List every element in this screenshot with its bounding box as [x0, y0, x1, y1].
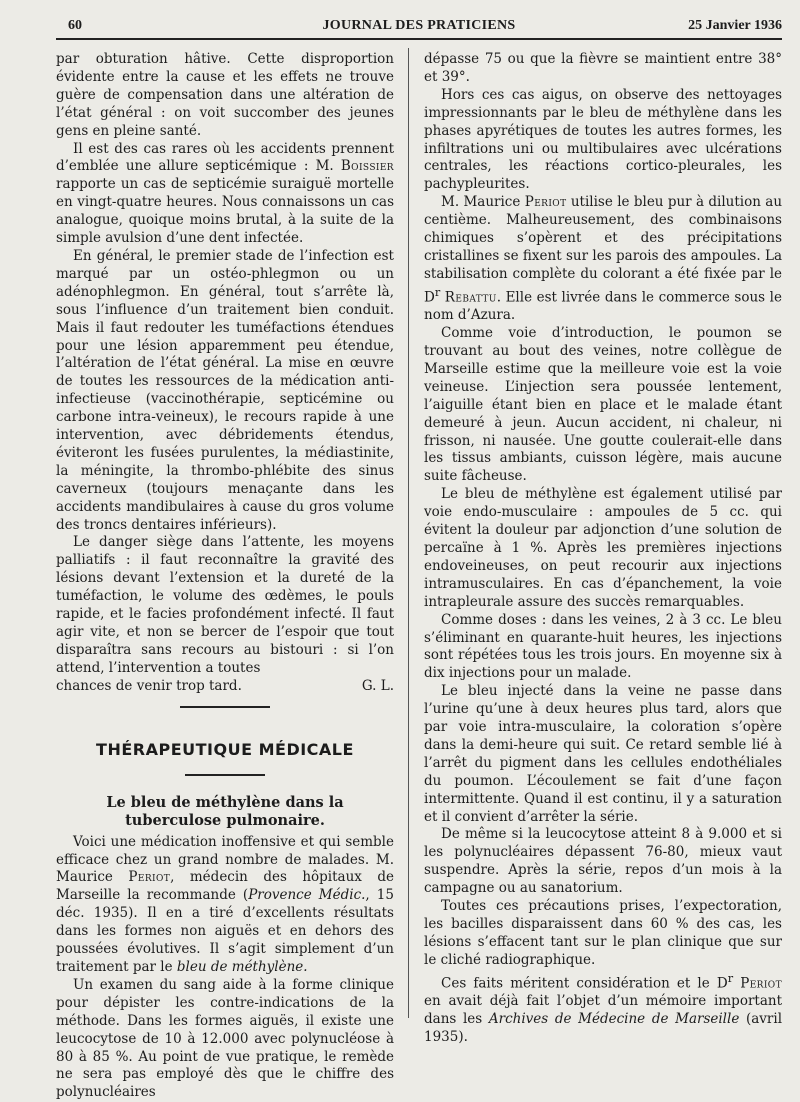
- source-title: Archives de Médecine de Marseille: [488, 1011, 740, 1028]
- signature: G. L.: [361, 677, 394, 694]
- separator-rule: [185, 774, 265, 776]
- separator-rule: [180, 706, 270, 708]
- source-title: Provence Médic.: [248, 887, 366, 904]
- header-rule: [56, 38, 782, 40]
- left-column: [56, 51, 394, 1102]
- section-heading: THÉRAPEUTIQUE MÉDICALE: [96, 739, 354, 759]
- right-column: [424, 51, 782, 1047]
- paragraph: Voici une médication inoffensive et qui semble efficace chez un grand nombre de malades. M. Maurice Periot, médecin des hôpitaux de Marseille la recommande (Provence Médic., 15 déc. 1935). Il en a tiré d’excellents résultats dans les formes non aiguës et en dehors des poussées évolutives. Il s’agit simplement d’un traitement par le bleu de méthylène.: [56, 833, 394, 975]
- paragraph: Le bleu de méthylène est également utilisé par voie endo-musculaire : ampoules de 5 cc. qui évitent la douleur par adjonction d’une solution de percaïne à 1 %. Après les premières injections endoveineuses, on peut recourir aux injections intramusculaires. En cas d’épanchement, la voie intrapleurale assure des succès remarquables.: [424, 486, 782, 610]
- author-name: Periot: [740, 975, 782, 992]
- column-divider: [408, 48, 409, 1018]
- paragraph: De même si la leucocytose atteint 8 à 9.000 et si les polynucléaires dépassent 76-80, mieux vaut suspendre. Après la série, repos d’un mois à la campagne ou au sanatorium.: [424, 826, 782, 897]
- paragraph: Un examen du sang aide à la forme clinique pour dépister les contre-indications de la méthode. Dans les formes aiguës, il existe une leucocytose de 10 à 12.000 avec polynucléose à 80 à 85 %. Au point de vue pratique, le remède ne sera pas employé dès que le chiffre des polynucléaires: [56, 976, 394, 1101]
- paragraph: M. Maurice Periot utilise le bleu pur à dilution au centième. Malheureusement, des combinaisons chimiques s’opèrent et des précipitations cristallines se fixent sur les parois des ampoules. La stabilisation complète du colorant a été fixée par le $D^r$ Rebattu. Elle est livrée dans le commerce sous le nom d’Azura.: [424, 194, 783, 324]
- issue-date: 25 Janvier 1936: [688, 18, 782, 33]
- page-number: 60: [68, 18, 82, 33]
- running-header: [56, 14, 782, 40]
- paragraph: En général, le premier stade de l’infection est marqué par un ostéo-phlegmon ou un adénophlegmon. En général, tout s’arrête là, sous l’influence d’un traitement bien conduit. Mais il faut redouter les tuméfactions étendues pour une lésion apparemment peu étendue, l’altération de l’état général. La mise en œuvre de toutes les ressources de la médication anti-infectieuse (vaccinothérapie, septicémine ou carbone intra-veineux), le recours rapide à une intervention, avec débridements étendus, éviteront les fusées purulentes, la médiastinite, la méningite, la thrombo-phlébite des sinus caverneux (toujours menaçante dans les accidents mandibulaires à cause du gros volume des troncs dentaires inférieurs).: [56, 247, 394, 533]
- author-name: Periot: [128, 869, 171, 886]
- paragraph: Le bleu injecté dans la veine ne passe dans l’urine qu’une à deux heures plus tard, alors que par voie intra-musculaire, la coloration s’opère dans la demi-heure qui suit. Ce retard semble lié à l’arrêt du pigment dans les cellules endothéliales du poumon. L’écoulement se fait d’une façon intermittente. Quand il est continu, il y a saturation et il convient d’arrêter la série.: [424, 683, 782, 825]
- journal-title: JOURNAL DES PRATICIENS: [322, 18, 516, 33]
- article-title: Le bleu de méthylène dans la tuberculose pulmonaire.: [106, 793, 344, 829]
- paragraph: Ces faits méritent considération et le $D^r$ Periot en avait déjà fait l’objet d’un mémoire important dans les Archives de Médecine de Marseille (avril 1935).: [424, 971, 783, 1045]
- author-name: Periot: [524, 194, 567, 211]
- paragraph-signature-line: chances de venir trop tard. G. L.: [56, 677, 394, 694]
- paragraph: dépasse 75 ou que la fièvre se maintient entre 38° et 39°.: [424, 51, 782, 85]
- paragraph: Comme doses : dans les veines, 2 à 3 cc. Le bleu s’éliminant en quarante-huit heures, les injections sont répétées tous les trois jours. En moyenne six à dix injections pour un malade.: [424, 611, 782, 682]
- paragraph: Comme voie d’introduction, le poumon se trouvant au bout des veines, notre collègue de Marseille estime que la meilleure voie est la voie veineuse. L’injection sera poussée lentement, l’aiguille étant bien en place et le malade étant demeuré à jeun. Aucun accident, ni chaleur, ni frisson, ni nausée. Une goutte coulerait-elle dans les tissus ambiants, cuisson légère, mais aucune suite fâcheuse.: [424, 325, 782, 485]
- paragraph: Il est des cas rares où les accidents prennent d’emblée une allure septicémique : M. Boissier rapporte un cas de septicémie suraiguë mortelle en vingt-quatre heures. Nous connaissons un cas analogue, quoique moins brutal, à la suite de la simple avulsion d’une dent infectée.: [56, 140, 394, 247]
- author-name: Boissier: [340, 158, 394, 175]
- paragraph: Toutes ces précautions prises, l’expectoration, les bacilles disparaissent dans 60 % des cas, les lésions s’effacent tant sur le plan clinique que sur le cliché radiographique.: [424, 898, 782, 968]
- paragraph: Hors ces cas aigus, on observe des nettoyages impressionnants par le bleu de méthylène dans les phases apyrétiques de toutes les autres formes, les infiltrations uni ou multibulaires avec ulcérations centrales, les réactions cortico-pleurales, les pachypleurites.: [424, 86, 782, 193]
- paragraph: par obturation hâtive. Cette disproportion évidente entre la cause et les effets ne trouve guère de compensation dans une altération de l’état général : on voit succomber des jeunes gens en pleine santé.: [56, 51, 394, 139]
- author-name: Rebattu: [444, 289, 497, 306]
- paragraph: Le danger siège dans l’attente, les moyens palliatifs : il faut reconnaître la gravité des lésions devant l’extension et la dureté de la tuméfaction, le volume des œdèmes, le pouls rapide, et le facies profondément infecté. Il faut agir vite, et non se bercer de l’espoir que tout disparaîtra sans recours au bistouri : si l’on attend, l’intervention a toutes: [56, 534, 394, 676]
